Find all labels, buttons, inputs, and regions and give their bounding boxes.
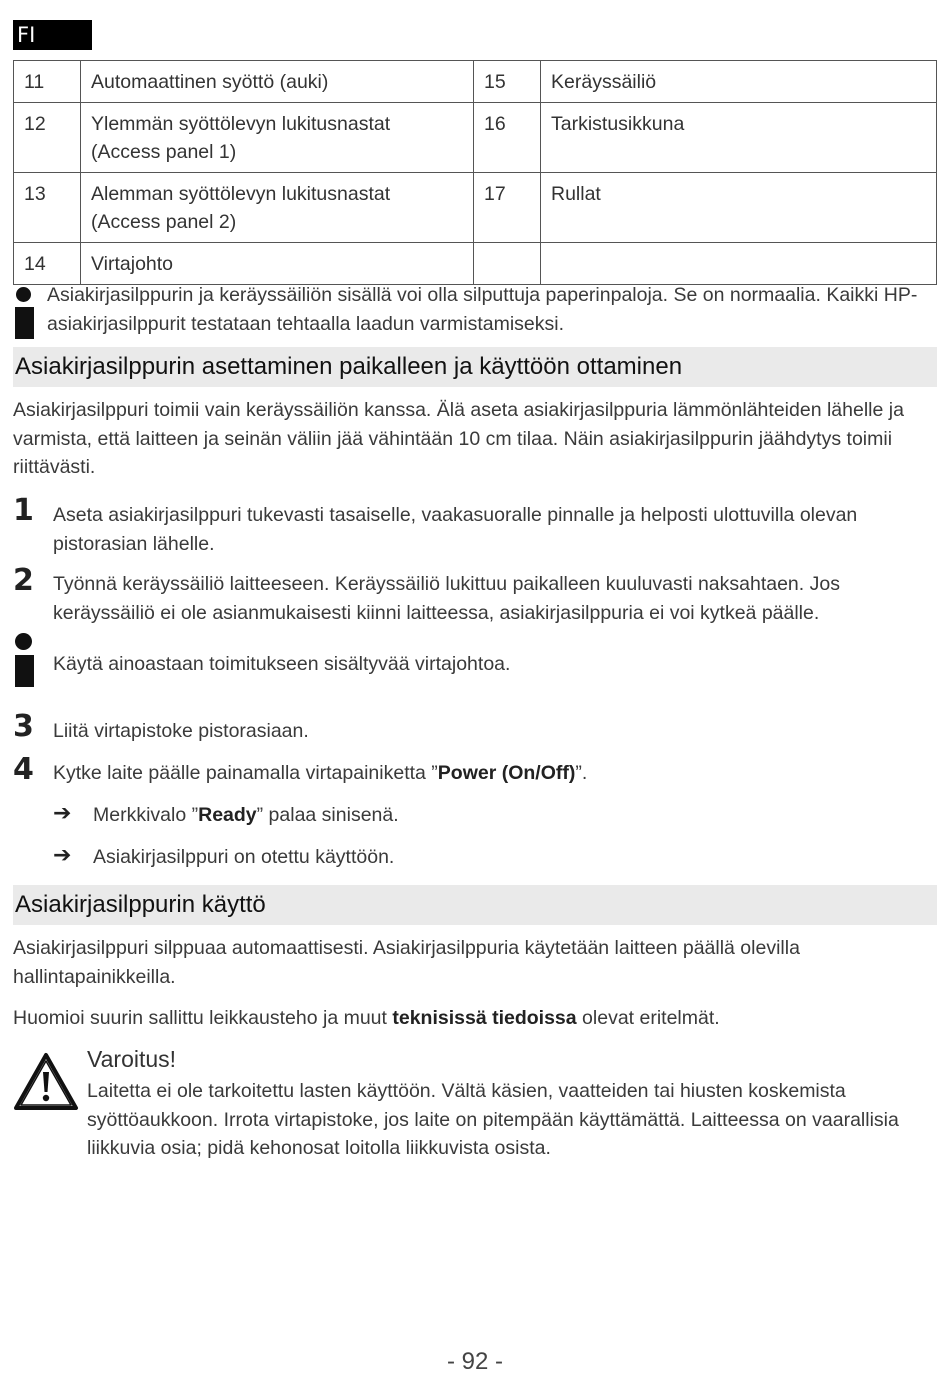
result-text-part: ” palaa sinisenä. bbox=[256, 804, 399, 826]
part-label: Alemman syöttölevyn lukitusnastat (Access panel 2) bbox=[81, 173, 474, 243]
part-label bbox=[541, 243, 937, 285]
section-intro: Asiakirjasilppuri silppuaa automaattisesti. Asiakirjasilppuria käytetään laitteen päällä olevilla hallintapainikkeilla. bbox=[13, 937, 800, 988]
info-icon bbox=[13, 287, 35, 339]
section-heading: Asiakirjasilppurin asettaminen paikalleen ja käyttöön ottaminen bbox=[13, 347, 937, 387]
warning-title: Varoitus! bbox=[87, 1046, 177, 1072]
part-number: 12 bbox=[14, 103, 81, 173]
step-text: Työnnä keräyssäiliö laitteeseen. Keräyssäiliö lukittuu paikalleen kuuluvasti naksahtaen. Jos keräyssäiliö ei ole asianmukaisesti kiinni laitteessa, asiakirjasilppuria ei voi kytkeä päälle. bbox=[53, 573, 840, 624]
section-paragraph bbox=[13, 1004, 937, 1033]
step-text-part: ”. bbox=[575, 762, 588, 784]
part-number: 16 bbox=[474, 103, 541, 173]
step-number: 2 bbox=[13, 563, 34, 598]
warning-text: Laitetta ei ole tarkoitettu lasten käyttöön. Vältä käsien, vaatteiden tai hiusten koskemista syöttöaukkoon. Irrota virtapistoke, jos laite on pitempään käyttämättä. Laitteessa on vaarallisia liikkuvia osia; pidä kehonosat loitolla liikkuvista osista. bbox=[87, 1080, 899, 1159]
paragraph-part: olevat eritelmät. bbox=[576, 1007, 720, 1029]
part-number: 15 bbox=[474, 61, 541, 103]
step-number: 4 bbox=[13, 752, 34, 787]
arrow-right-icon: ➔ bbox=[53, 843, 72, 868]
part-number: 13 bbox=[14, 173, 81, 243]
step-text-part: Kytke laite päälle painamalla virtapainiketta ” bbox=[53, 762, 438, 784]
result-text-part: Merkkivalo ” bbox=[93, 804, 199, 826]
step-text bbox=[53, 759, 937, 788]
note-text: Käytä ainoastaan toimitukseen sisältyvää virtajohtoa. bbox=[53, 653, 511, 675]
ready-indicator-label: Ready bbox=[198, 804, 257, 826]
table-row bbox=[14, 243, 937, 285]
part-label: Tarkistusikkuna bbox=[541, 103, 937, 173]
table-row bbox=[14, 103, 937, 173]
language-tab: FI bbox=[13, 20, 92, 50]
paragraph-part: Huomioi suurin sallittu leikkausteho ja muut bbox=[13, 1007, 393, 1029]
part-number: 14 bbox=[14, 243, 81, 285]
info-icon bbox=[13, 633, 35, 687]
tech-data-reference: teknisissä tiedoissa bbox=[392, 1007, 577, 1029]
part-label: Keräyssäiliö bbox=[541, 61, 937, 103]
result-text: Asiakirjasilppuri on otettu käyttöön. bbox=[93, 846, 395, 868]
table-row bbox=[14, 173, 937, 243]
warning-icon bbox=[13, 1052, 79, 1112]
power-button-label: Power (On/Off) bbox=[437, 762, 576, 784]
part-label: Ylemmän syöttölevyn lukitusnastat (Access panel 1) bbox=[81, 103, 474, 173]
result-text bbox=[93, 801, 399, 830]
part-number: 17 bbox=[474, 173, 541, 243]
part-label: Rullat bbox=[541, 173, 937, 243]
part-number bbox=[474, 243, 541, 285]
part-number: 11 bbox=[14, 61, 81, 103]
step-number: 3 bbox=[13, 709, 34, 744]
step-number: 1 bbox=[13, 493, 34, 528]
note-text: Asiakirjasilppurin ja keräyssäiliön sisällä voi olla silputtuja paperinpaloja. Se on normaalia. Kaikki HP-asiakirjasilppurit testataan tehtaalla laadun varmistamiseksi. bbox=[47, 284, 918, 335]
arrow-right-icon: ➔ bbox=[53, 801, 72, 826]
section-intro: Asiakirjasilppuri toimii vain keräyssäiliön kanssa. Älä aseta asiakirjasilppuria lämmönlähteiden lähelle ja varmista, että laitteen ja seinän väliin jää vähintään 10 cm tilaa. Näin asiakirjasilppurin jäähdytys toimii riittävästi. bbox=[13, 399, 904, 478]
part-label: Automaattinen syöttö (auki) bbox=[81, 61, 474, 103]
table-row bbox=[14, 61, 937, 103]
step-text: Aseta asiakirjasilppuri tukevasti tasaiselle, vaakasuoralle pinnalle ja helposti ulottuvilla olevan pistorasian lähelle. bbox=[53, 504, 858, 555]
parts-table bbox=[13, 60, 937, 285]
page-number: - 92 - bbox=[446, 1348, 503, 1375]
step-text: Liitä virtapistoke pistorasiaan. bbox=[53, 720, 309, 742]
section-heading: Asiakirjasilppurin käyttö bbox=[13, 885, 937, 925]
part-label: Virtajohto bbox=[81, 243, 474, 285]
